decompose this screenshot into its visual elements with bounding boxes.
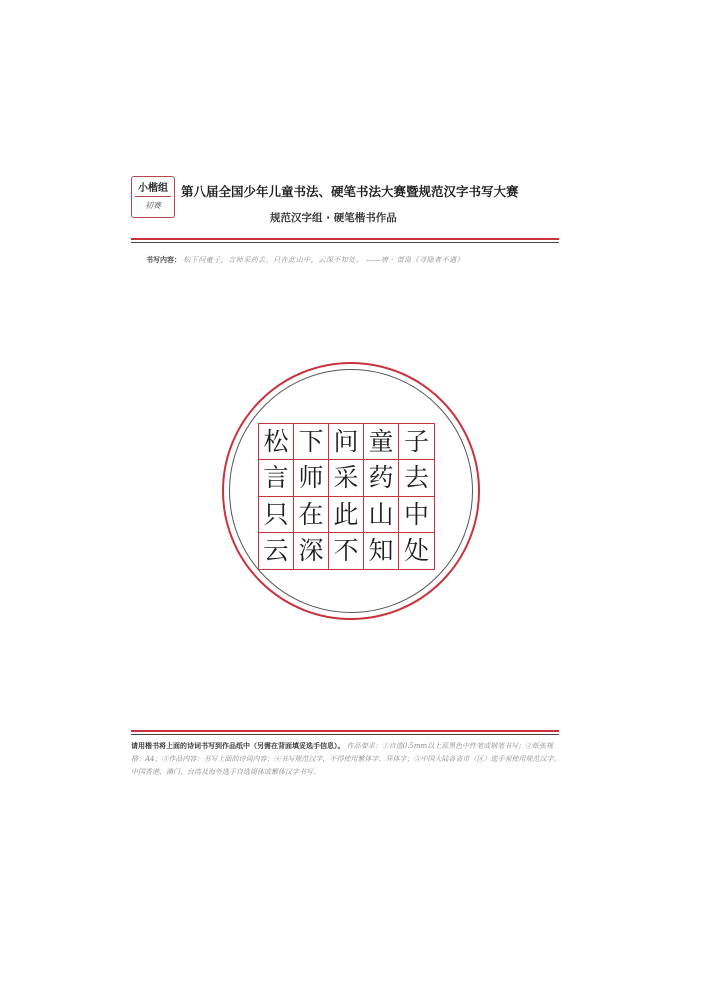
grid-cell: 此 [329,497,364,533]
grid-cell: 药 [364,460,399,496]
calligraphy-grid [258,423,435,570]
instructions-block [131,740,561,779]
grid-cell: 师 [294,460,329,496]
category-subtitle: 规范汉字组 · 硬笔楷书作品 [270,212,397,224]
group-badge [131,176,175,218]
instruction-requirements: 作品要求：①自选0.5mm以上蓝黑色中性笔或钢笔书写；②纸张规格：A4；③作品内容：书写上面的诗词内容；④书写规范汉字，不得使用繁体字、异体字；⑤中国大陆各省市（区）选手须使用规范汉字。 [131,742,561,763]
header-thin-rule [131,242,559,243]
grid-cell: 中 [399,497,434,533]
grid-cell: 山 [364,497,399,533]
badge-level-label: 初赛 [145,201,161,210]
badge-group-label: 小楷组 [138,183,168,194]
grid-cell: 深 [294,533,329,569]
grid-cell: 松 [259,424,294,460]
grid-cell: 知 [364,533,399,569]
grid-cell: 下 [294,424,329,460]
footer-thin-rule [131,734,559,735]
grid-cell: 采 [329,460,364,496]
grid-cell: 不 [329,533,364,569]
grid-cell: 子 [399,424,434,460]
grid-cell: 去 [399,460,434,496]
header-red-rule [131,238,559,240]
footer-red-rule [131,730,559,732]
grid-cell: 处 [403,536,429,566]
grid-cell: 问 [329,424,364,460]
instruction-requirements-2: 中国香港、澳门、台湾及海外选手自选简体或繁体汉字书写。 [131,768,320,776]
grid-cell: 只 [259,497,294,533]
instruction-main: 请用楷书将上面的诗词书写到作品纸中（另需在背面填妥选手信息）。 [131,742,345,750]
writing-content-label: 书写内容： [146,256,181,264]
grid-cell: 童 [364,424,399,460]
grid-cell: 云 [259,533,294,569]
badge-divider [135,196,171,197]
grid-cell: 言 [259,460,294,496]
grid-cell: 在 [294,497,329,533]
competition-title: 第八届全国少年儿童书法、硬笔书法大赛暨规范汉字书写大赛 [181,184,519,199]
writing-content-line [146,255,464,265]
writing-content-text: 松下问童子，言师采药去。只在此山中，云深不知处。 ——唐 · 贾岛《寻隐者不遇》 [183,256,465,264]
